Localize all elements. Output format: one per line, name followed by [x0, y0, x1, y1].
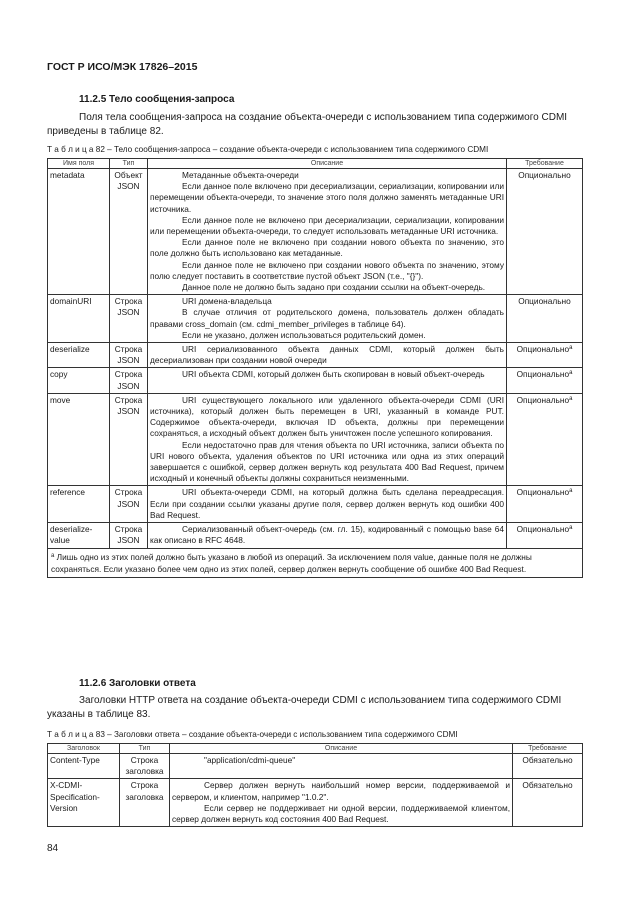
requirement-cell [507, 343, 583, 368]
table-row [48, 523, 583, 548]
column-header: Тип [120, 744, 170, 754]
requirement-cell [507, 295, 583, 343]
description-cell [148, 393, 507, 486]
field-name-cell: copy [48, 368, 110, 393]
requirement-text: Опционально [516, 344, 570, 355]
type-cell: Строка заголовка [120, 779, 170, 827]
requirement-cell [507, 169, 583, 295]
type-cell: Строка JSON [110, 486, 148, 523]
description-paragraph: Если недостаточно прав для чтения объекта по URI источника, записи объекта по URI нового объекта, удаления объектов по URI источника или одна из этих операций завершается с ошибкой, сервер должен вернуть код результата 400 Bad Request, причем исходный и конечный объекты должны сохраниться неизменными. [150, 439, 504, 484]
table-row [48, 754, 583, 779]
footnote-row [48, 548, 583, 578]
table-row [48, 486, 583, 523]
description-paragraph: Если данное поле не включено при создании нового объекта по значению, это поле должно быть использовано как метаданные. [150, 237, 504, 259]
requirement-text: Опционально [516, 487, 570, 498]
table-row [48, 779, 583, 827]
page-number: 84 [47, 843, 59, 854]
column-header: Тип [110, 159, 148, 169]
description-cell [148, 343, 507, 368]
description-paragraph: "application/cdmi-queue" [204, 755, 296, 765]
type-cell: Строка JSON [110, 295, 148, 343]
field-name-cell: metadata [48, 169, 110, 295]
type-cell: Строка заголовка [120, 754, 170, 779]
description-paragraph: URI сериализованного объекта данных CDMI, который должен быть десериализован при создании новой очереди [150, 344, 504, 366]
requirement-text: Опционально [516, 369, 570, 380]
footnote-marker: a [569, 370, 573, 377]
description-paragraph: URI домена-владельца [182, 296, 272, 307]
column-header: Имя поля [48, 159, 110, 169]
description-cell [170, 754, 513, 779]
description-paragraph: URI существующего локального или удаленного объекта-очереди CDMI (URI источника), который должен быть перемещен в URI, указанный в команде PUT. Содержимое объекта-очереди, включая ID объекта, должны при перемещении сохраняться, а исходный объект должен быть уничтожен после успешного копирования. [150, 394, 504, 439]
field-name-cell: deserialize-value [48, 523, 110, 548]
column-header: Требование [507, 159, 583, 169]
requirement-text: Обязательно [522, 755, 573, 765]
type-cell: Строка JSON [110, 523, 148, 548]
requirement-text: Опционально [518, 296, 571, 307]
field-name-cell: deserialize [48, 343, 110, 368]
footnote-marker: a [569, 525, 573, 532]
footnote-marker: a [569, 395, 573, 402]
column-header: Требование [513, 744, 583, 754]
table-83 [47, 743, 583, 827]
description-paragraph: URI объекта CDMI, который должен быть скопирован в новый объект-очередь [182, 369, 485, 380]
table-82 [47, 158, 583, 578]
table-83-caption: Т а б л и ц а 83 – Заголовки ответа – создание объекта-очереди с использованием типа содержимого CDMI [47, 730, 458, 739]
requirement-cell [513, 754, 583, 779]
table-row [48, 295, 583, 343]
requirement-text: Опционально [518, 170, 571, 180]
footnote-marker: a [51, 552, 55, 559]
field-name-cell: Content-Type [48, 754, 120, 779]
column-header: Заголовок [48, 744, 120, 754]
section-intro-response-headers: Заголовки HTTP ответа на создание объекта-очереди CDMI с использованием типа содержимого CDMI указаны в таблице 83. [47, 695, 562, 720]
description-cell [148, 486, 507, 523]
description-cell [170, 779, 513, 827]
description-cell [148, 295, 507, 343]
requirement-text: Опционально [516, 394, 570, 405]
requirement-cell [513, 779, 583, 827]
field-name-cell: reference [48, 486, 110, 523]
type-cell: Строка JSON [110, 368, 148, 393]
requirement-text: Опционально [516, 524, 570, 535]
description-paragraph: URI объекта-очереди CDMI, на который должна быть сделана переадресация. Если при создании ссылки указаны другие поля, сервер должен вернуть код ошибки 400 Bad Request. [150, 487, 504, 520]
description-cell [148, 368, 507, 393]
section-title-request-body: 11.2.5 Тело сообщения-запроса [79, 94, 235, 105]
footnote-marker: a [569, 488, 573, 495]
type-cell: Объект JSON [110, 169, 148, 295]
requirement-cell [507, 523, 583, 548]
table-row [48, 393, 583, 486]
description-paragraph: Если не указано, должен использоваться родительский домен. [182, 329, 426, 340]
column-header: Описание [170, 744, 513, 754]
table-footnote [48, 548, 583, 578]
requirement-cell [507, 393, 583, 486]
type-cell: Строка JSON [110, 393, 148, 486]
description-cell [148, 169, 507, 295]
table-row [48, 169, 583, 295]
description-paragraph: Метаданные объекта-очереди [182, 170, 299, 180]
table-82-caption: Т а б л и ц а 82 – Тело сообщения-запроса – создание объекта-очереди с использованием типа содержимого CDMI [47, 145, 489, 154]
description-paragraph: Сериализованный объект-очередь (см. гл. 15), кодированный с помощью base 64 как описано в RFC 4648. [150, 524, 504, 546]
table-row [48, 343, 583, 368]
field-name-cell: X-CDMI-Specification-Version [48, 779, 120, 827]
section-title-response-headers: 11.2.6 Заголовки ответа [79, 678, 196, 689]
footnote-text: Лишь одно из этих полей должно быть указано в любой из операций. За исключением поля value, данные поля не должны сохраняться. Если указано более чем одно из этих полей, сервер должен вернуть сообщение об ошибке 400 Bad Request. [51, 551, 532, 574]
standard-header: ГОСТ Р ИСО/МЭК 17826–2015 [47, 61, 198, 73]
requirement-text: Обязательно [522, 780, 573, 791]
column-header: Описание [148, 159, 507, 169]
description-paragraph: Сервер должен вернуть наибольший номер версии, поддерживаемой и сервером, и клиентом, например "1.0.2". [172, 780, 510, 802]
table-row [48, 368, 583, 393]
description-paragraph: В случае отличия от родительского домена, пользователь должен обладать правами cross_domain (см. cdmi_member_privileges в таблице 64). [150, 307, 504, 329]
field-name-cell: move [48, 393, 110, 486]
type-cell: Строка JSON [110, 343, 148, 368]
description-paragraph: Данное поле не должно быть задано при создании ссылки на объект-очередь. [182, 282, 486, 293]
requirement-cell [507, 368, 583, 393]
description-paragraph: Если сервер не поддерживает ни одной версии, поддерживаемой клиентом, сервер должен вернуть код состояния 400 Bad Request. [172, 802, 510, 825]
section-intro-request-body: Поля тела сообщения-запроса на создание объекта-очереди с использованием типа содержимого CDMI приведены в таблице 82. [47, 112, 568, 137]
description-paragraph: Если данное поле включено при десериализации, сериализации, копировании или перемещении объекта-очереди, то значение этого поля должно заменять метаданные URI источника. [150, 181, 504, 214]
description-cell [148, 523, 507, 548]
field-name-cell: domainURI [48, 295, 110, 343]
description-paragraph: Если данное поле не включено при десериализации, сериализации, копировании или перемещении объекта-очереди, то следует использовать метаданные URI источника. [150, 214, 504, 237]
requirement-cell [507, 486, 583, 523]
footnote-marker: a [569, 345, 573, 352]
description-paragraph: Если данное поле не включено при создании нового объекта по значению, этому полю следует поставить в соответствие пустой объект JSON (т.е., "{}"). [150, 259, 504, 281]
